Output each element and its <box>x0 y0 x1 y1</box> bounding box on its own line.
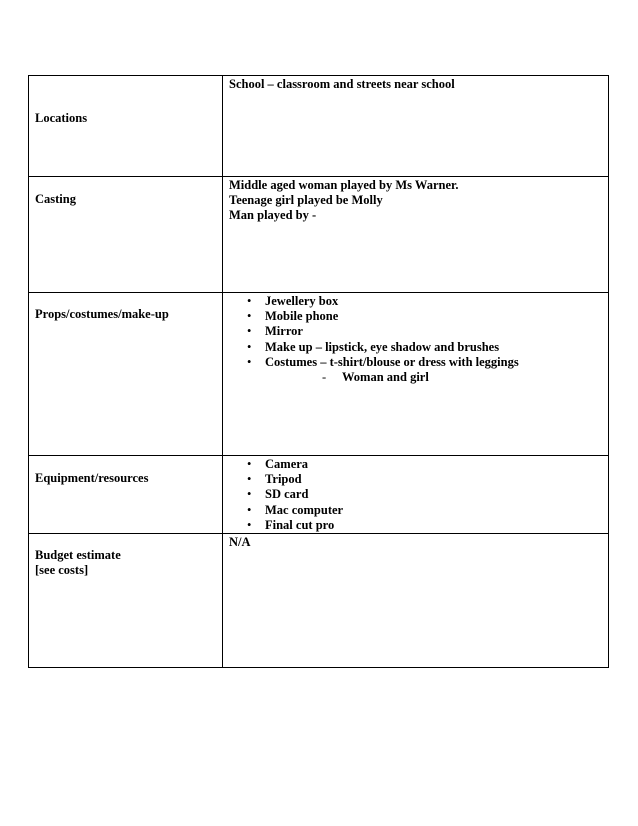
list-item: • Tripod <box>247 472 302 487</box>
list-item: • Make up – lipstick, eye shadow and brushes <box>247 339 500 354</box>
label-props: Props/costumes/make-up <box>35 307 169 322</box>
list-item: • Final cut pro <box>247 517 335 532</box>
label-cell-equipment <box>29 456 223 534</box>
row-props <box>29 293 609 456</box>
label-cell-casting <box>29 177 223 293</box>
row-locations <box>29 76 609 177</box>
label-locations: Locations <box>35 111 88 126</box>
row-budget <box>29 534 609 668</box>
content-cell-props <box>223 293 609 456</box>
label-cell-budget <box>29 534 223 668</box>
bullet-icon: • <box>247 457 252 471</box>
row-casting <box>29 177 609 293</box>
bullet-icon: • <box>247 339 252 354</box>
casting-line: Middle aged woman played by Ms Warner. <box>229 178 459 192</box>
bullet-icon: • <box>247 472 252 487</box>
casting-line: Man played by - <box>229 208 317 223</box>
bullet-icon: • <box>247 517 252 532</box>
list-item: • Mobile phone <box>247 309 339 324</box>
label-cell-locations <box>29 76 223 177</box>
label-budget: Budget estimate <box>35 548 121 563</box>
list-item: • Costumes – t-shirt/blouse or dress with leggings <box>247 354 519 369</box>
list-item: • Camera <box>247 457 309 471</box>
dash-marker: - <box>322 370 327 385</box>
bullet-icon: • <box>247 309 252 324</box>
bullet-icon: • <box>247 324 252 339</box>
props-list <box>229 294 608 370</box>
label-equipment: Equipment/resources <box>35 470 149 485</box>
content-cell-budget <box>223 534 609 668</box>
sub-item-text: Woman and girl <box>342 370 429 385</box>
content-cell-casting <box>223 177 609 293</box>
row-equipment <box>29 456 609 534</box>
list-item: • Jewellery box <box>247 294 339 308</box>
bullet-icon: • <box>247 354 252 369</box>
bullet-icon: • <box>247 502 252 517</box>
budget-text: N/A <box>229 535 251 550</box>
casting-line: Teenage girl played be Molly <box>229 193 383 208</box>
label-casting: Casting <box>35 191 76 206</box>
list-item: • Mirror <box>247 324 303 339</box>
equipment-list <box>229 457 608 533</box>
planning-table <box>28 75 609 668</box>
bullet-icon: • <box>247 294 252 308</box>
locations-text: School – classroom and streets near school <box>229 77 455 91</box>
sub-item <box>229 370 608 385</box>
label-cell-props <box>29 293 223 456</box>
bullet-icon: • <box>247 487 252 502</box>
label-budget-note: [see costs] <box>35 563 89 578</box>
content-cell-locations <box>223 76 609 177</box>
list-item: • Mac computer <box>247 502 344 517</box>
content-cell-equipment <box>223 456 609 534</box>
list-item: • SD card <box>247 487 309 502</box>
